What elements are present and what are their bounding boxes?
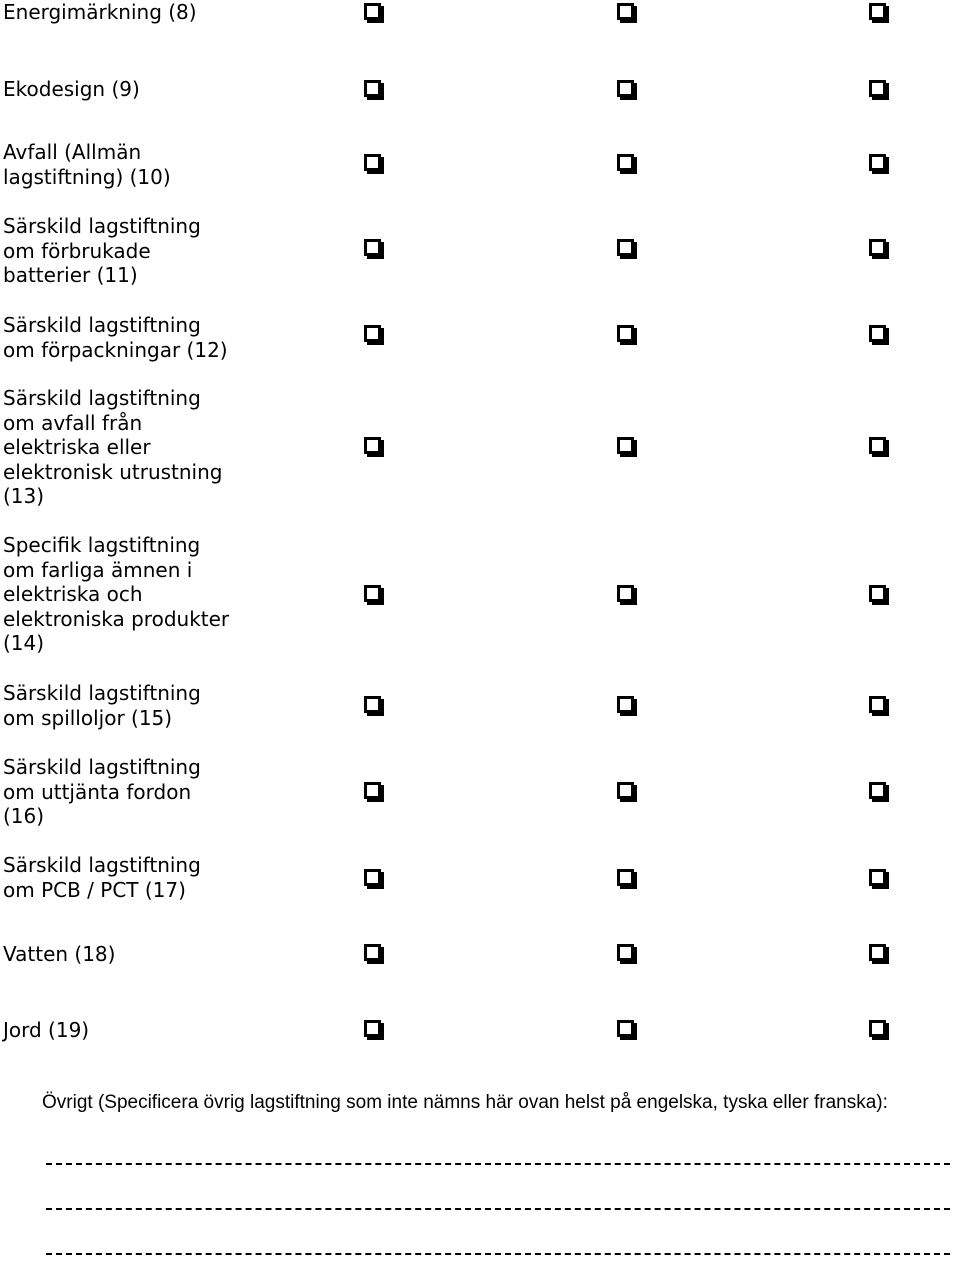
checkbox-col2[interactable]: [617, 869, 634, 886]
row-label: Särskild lagstiftning om avfall från elektriska eller elektronisk utrustning (13): [3, 386, 223, 509]
legislation-row: [0, 853, 960, 903]
answer-line-2[interactable]: [46, 1208, 950, 1210]
checkbox-col3[interactable]: [869, 944, 886, 961]
checkbox-col2[interactable]: [617, 239, 634, 256]
checkbox-col1[interactable]: [364, 437, 381, 454]
checkbox-col1[interactable]: [364, 154, 381, 171]
checkbox-col3[interactable]: [869, 585, 886, 602]
legislation-row: [0, 0, 960, 26]
checkbox-col1[interactable]: [364, 80, 381, 97]
row-label: Energimärkning (8): [3, 0, 197, 24]
checkbox-col2[interactable]: [617, 782, 634, 799]
checkbox-col1[interactable]: [364, 696, 381, 713]
legislation-row: [0, 77, 960, 103]
checkbox-col2[interactable]: [617, 437, 634, 454]
checkbox-col1[interactable]: [364, 944, 381, 961]
checkbox-col3[interactable]: [869, 154, 886, 171]
row-label: Särskild lagstiftning om spilloljor (15): [3, 681, 201, 730]
row-label: Ekodesign (9): [3, 77, 140, 101]
checkbox-col1[interactable]: [364, 1020, 381, 1037]
checkbox-col2[interactable]: [617, 1020, 634, 1037]
checkbox-col3[interactable]: [869, 869, 886, 886]
row-label: Särskild lagstiftning om förpackningar (12): [3, 313, 228, 362]
legislation-row: [0, 386, 960, 511]
answer-line-1[interactable]: [46, 1163, 950, 1165]
row-label: Särskild lagstiftning om PCB / PCT (17): [3, 853, 201, 902]
checkbox-col3[interactable]: [869, 239, 886, 256]
checkbox-col1[interactable]: [364, 3, 381, 20]
row-label: Vatten (18): [3, 942, 116, 966]
row-label: Specifik lagstiftning om farliga ämnen i elektriska och elektroniska produkter (14): [3, 533, 230, 656]
checkbox-col2[interactable]: [617, 944, 634, 961]
row-label: Särskild lagstiftning om förbrukade batterier (11): [3, 214, 201, 288]
legislation-row: [0, 214, 960, 289]
checkbox-col2[interactable]: [617, 80, 634, 97]
legislation-row: [0, 533, 960, 658]
checkbox-col3[interactable]: [869, 325, 886, 342]
answer-line-3[interactable]: [46, 1253, 950, 1255]
checkbox-col3[interactable]: [869, 782, 886, 799]
checkbox-col2[interactable]: [617, 696, 634, 713]
legislation-row: [0, 681, 960, 731]
checkbox-col2[interactable]: [617, 154, 634, 171]
checkbox-col3[interactable]: [869, 696, 886, 713]
row-label: Avfall (Allmän lagstiftning) (10): [3, 140, 171, 189]
checkbox-col1[interactable]: [364, 325, 381, 342]
checkbox-col3[interactable]: [869, 437, 886, 454]
checkbox-col1[interactable]: [364, 782, 381, 799]
row-label: Särskild lagstiftning om uttjänta fordon (16): [3, 755, 201, 829]
checkbox-col2[interactable]: [617, 325, 634, 342]
legislation-row: [0, 942, 960, 968]
checkbox-col3[interactable]: [869, 80, 886, 97]
checkbox-col1[interactable]: [364, 239, 381, 256]
checkbox-col1[interactable]: [364, 869, 381, 886]
legislation-row: [0, 755, 960, 830]
checkbox-col3[interactable]: [869, 1020, 886, 1037]
legislation-row: [0, 313, 960, 363]
legislation-row: [0, 1018, 960, 1044]
other-legislation-label: Övrigt (Specificera övrig lagstiftning som inte nämns här ovan helst på engelska, tyska eller franska):: [42, 1092, 888, 1113]
row-label: Jord (19): [3, 1018, 90, 1042]
checkbox-col3[interactable]: [869, 3, 886, 20]
checkbox-col1[interactable]: [364, 585, 381, 602]
checkbox-col2[interactable]: [617, 585, 634, 602]
checkbox-col2[interactable]: [617, 3, 634, 20]
legislation-row: [0, 140, 960, 190]
